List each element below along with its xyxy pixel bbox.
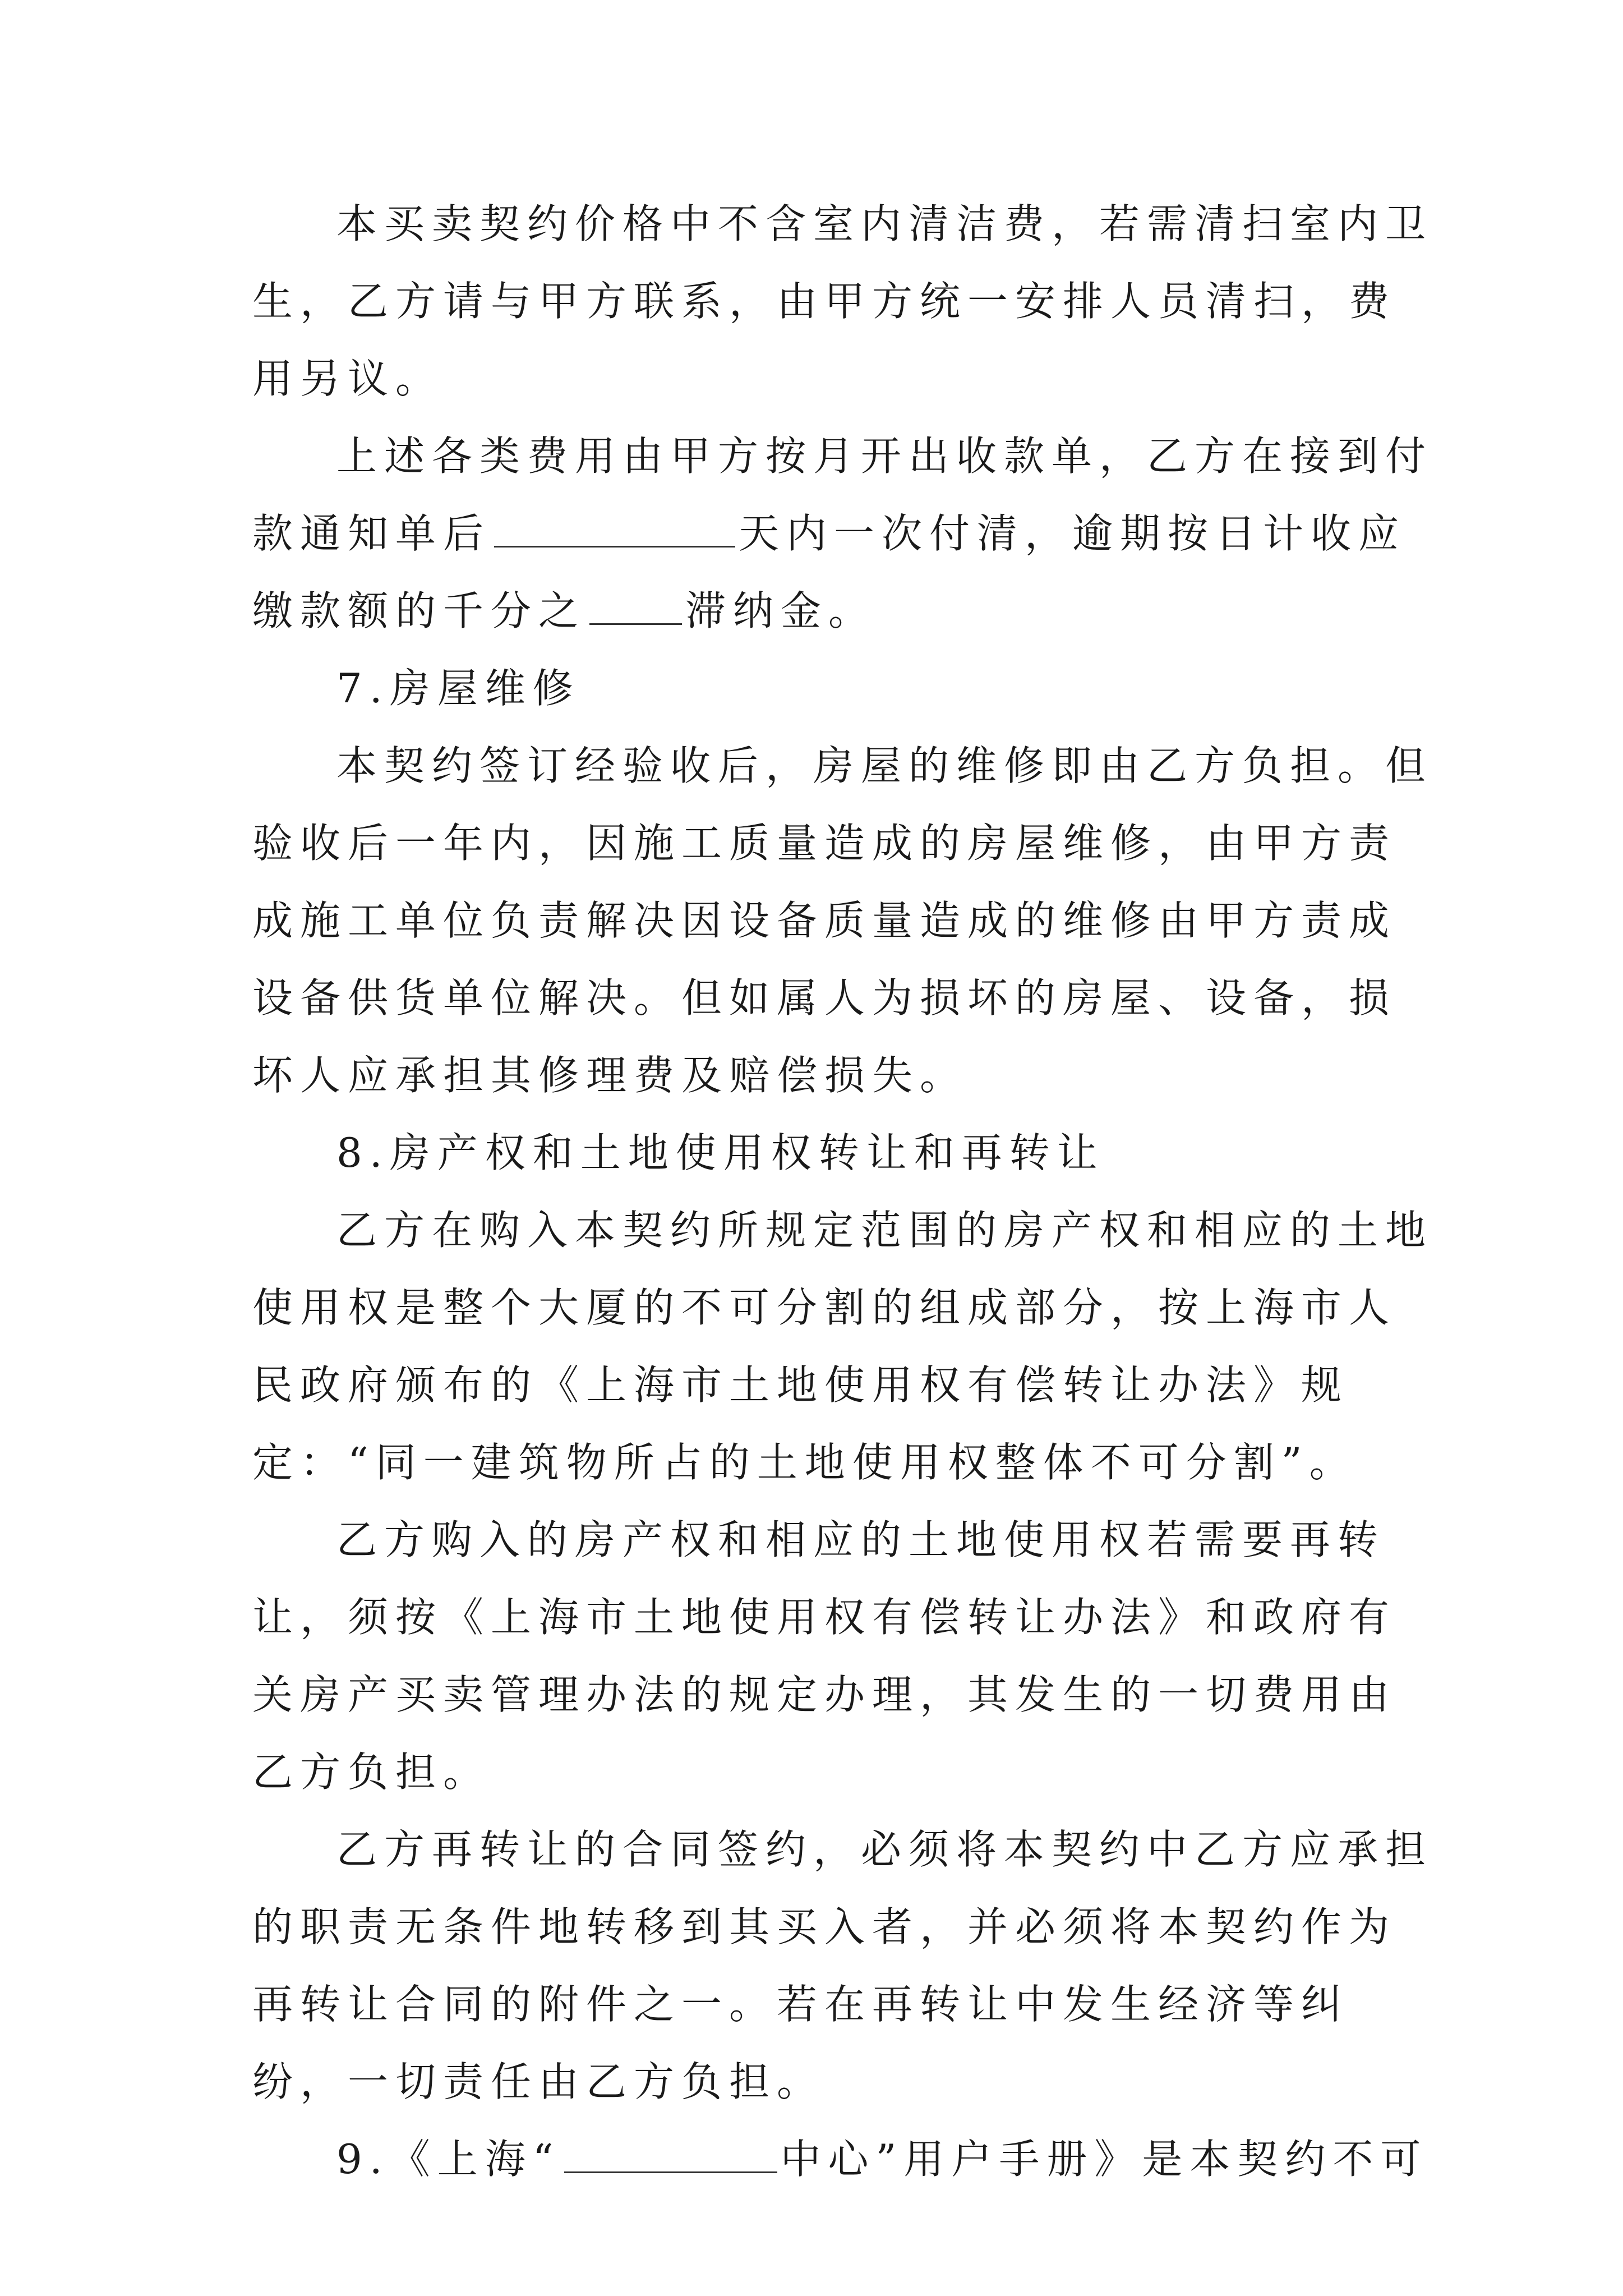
heading-section-8: 8.房产权和土地使用权转让和再转让 [336,1129,1105,1176]
section-9-text-2: 中心”用户手册》是本契约不可 [780,2136,1428,2183]
payment-text-2: 天内一次付清，逾期按日计收应缴款额的千分之 [252,510,1407,634]
payment-text-3: 滞纳金。 [685,587,877,634]
document-body [252,185,1436,2198]
paragraph-land-rights: 乙方在购入本契约所规定范围的房产权和相应的土地使用权是整个大厦的不可分割的组成部分，按上海市人民政府颁布的《上海市土地使用权有偿转让办法》规定：“同一建筑物所占的土地使用权整体不可分割”。 [252,1207,1433,1486]
center-name-blank-field [564,2139,777,2173]
paragraph-cleaning-fee: 本买卖契约价格中不含室内清洁费，若需清扫室内卫生，乙方请与甲方联系，由甲方统一安排人员清扫，费用另议。 [252,200,1433,402]
paragraph-payment-terms [252,417,1436,650]
heading-section-7: 7.房屋维修 [336,665,580,712]
days-blank-field [494,513,735,547]
section-9-text-1: 9.《上海“ [336,2136,561,2183]
paragraph-retransfer-contract: 乙方再转让的合同签约，必须将本契约中乙方应承担的职责无条件地转移到其买入者，并必须将本契约作为再转让合同的附件之一。若在再转让中发生经济等纠纷，一切责任由乙方负担。 [252,1826,1433,2105]
late-fee-blank-field [589,591,682,625]
paragraph-section-9 [252,2120,1436,2198]
paragraph-maintenance: 本契约签订经验收后，房屋的维修即由乙方负担。但验收后一年内，因施工质量造成的房屋维修，由甲方责成施工单位负责解决因设备质量造成的维修由甲方责成设备供货单位解决。但如属人为损坏的房屋、设备，损坏人应承担其修理费及赔偿损失。 [252,742,1433,1099]
payment-text-1: 上述各类费用由甲方按月开出收款单，乙方在接到付款通知单后 [252,432,1433,557]
paragraph-retransfer: 乙方购入的房产权和相应的土地使用权若需要再转让，须按《上海市土地使用权有偿转让办法》和政府有关房产买卖管理办法的规定办理，其发生的一切费用由乙方负担。 [252,1516,1397,1796]
